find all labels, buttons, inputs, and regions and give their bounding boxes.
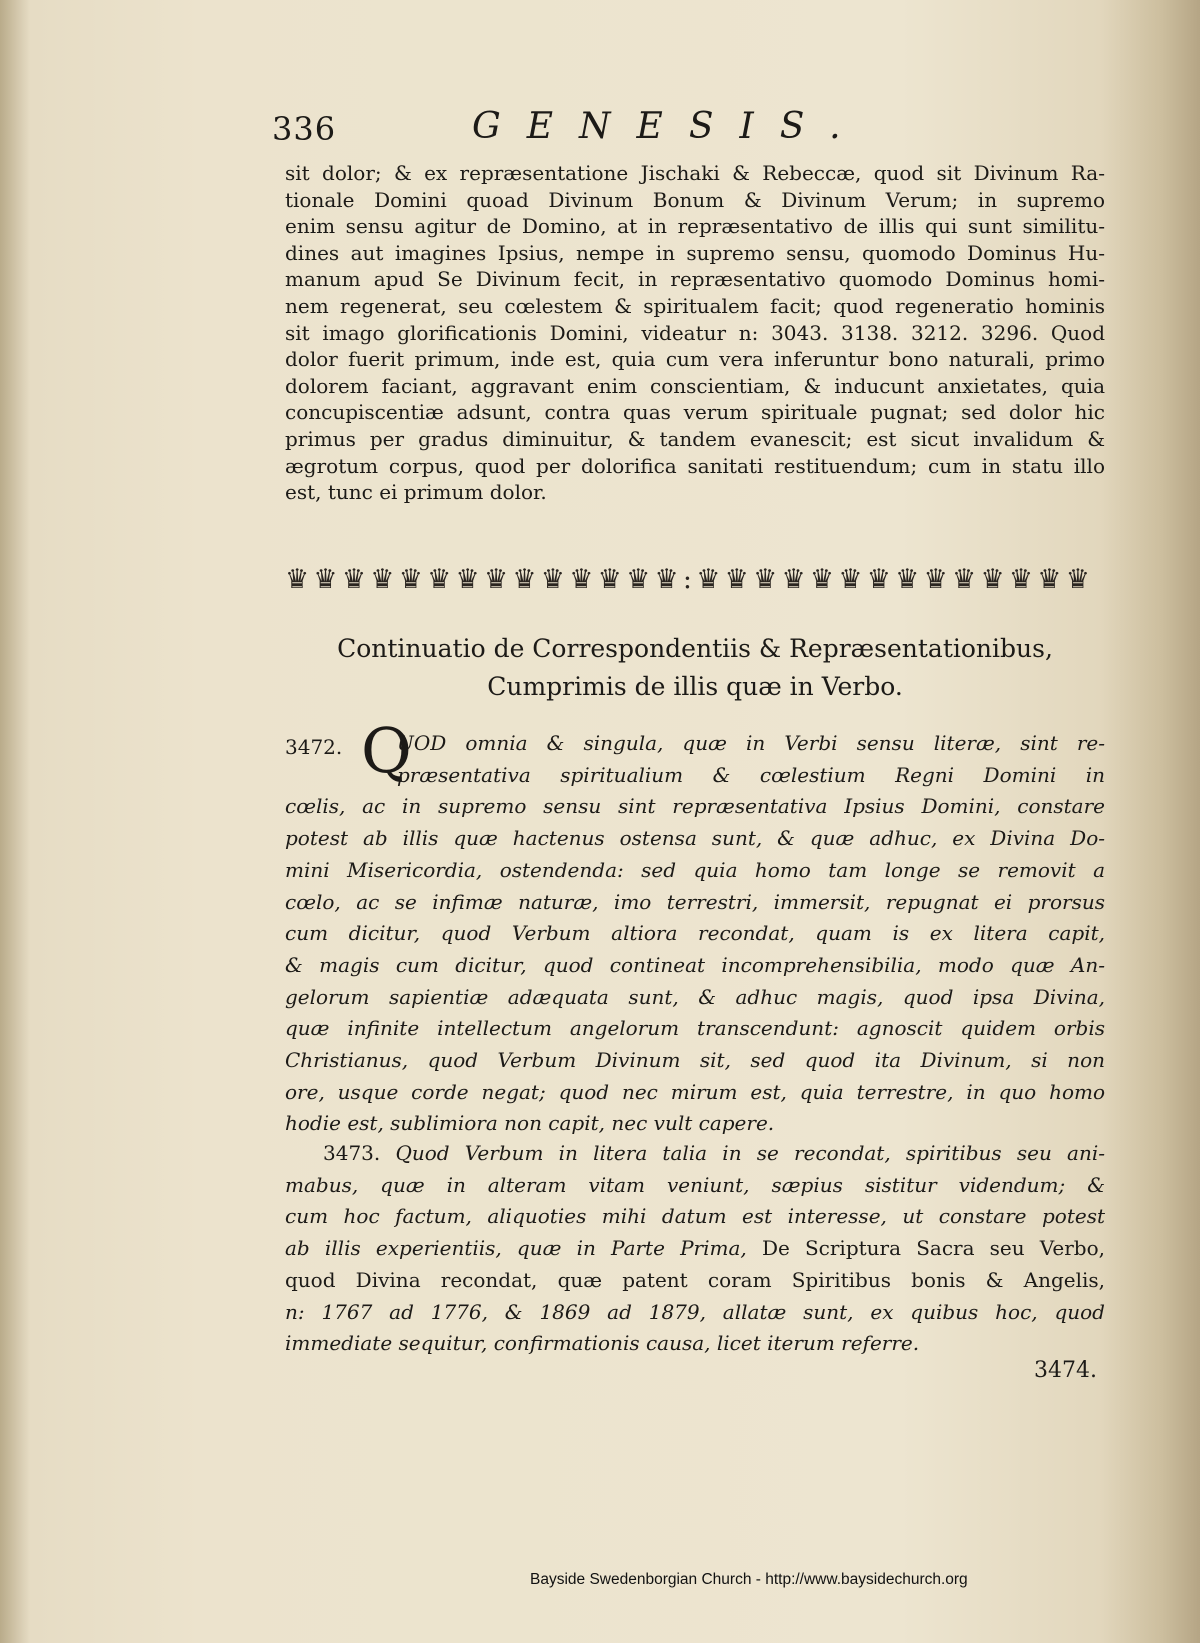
page-header bbox=[272, 106, 1112, 156]
text-line bbox=[285, 1233, 1105, 1265]
text-line: cœlis, ac in supremo sensu sint repræsentativa Ipsius Domini, constare bbox=[285, 794, 1105, 819]
text-line: UOD omnia & singula, quæ in Verbi sensu literæ, sint re- bbox=[397, 731, 1105, 755]
catchword: 3474. bbox=[1034, 1358, 1097, 1383]
top-paragraph bbox=[285, 160, 1105, 506]
section-heading bbox=[285, 630, 1105, 706]
text-span: Quod Verbum in litera talia in se recondat, spiritibus seu ani- bbox=[395, 1141, 1105, 1165]
text-line: quæ infinite intellectum angelorum transcendunt: agnoscit quidem orbis bbox=[285, 1016, 1105, 1041]
crown-icon: ♛ bbox=[866, 563, 891, 595]
crown-icon: ♛ bbox=[781, 563, 806, 595]
roman-text-span: De Scriptura Sacra seu Verbo, bbox=[761, 1236, 1105, 1261]
text-line: gelorum sapientiæ adæquata sunt, & adhuc magis, quod ipsa Divina, bbox=[285, 984, 1105, 1009]
text-line: enim sensu agitur de Domino, at in repræsentativo de illis qui sunt similitu- bbox=[285, 214, 1105, 239]
text-line: ægrotum corpus, quod per dolorifica sanitati restituendum; cum in statu illo bbox=[285, 453, 1105, 478]
text-span: ab illis experientiis, quæ in Parte Prima, bbox=[285, 1236, 747, 1261]
crown-icon: ♛ bbox=[696, 563, 721, 595]
crown-icon: ♛ bbox=[626, 563, 651, 595]
crown-icon: ♛ bbox=[512, 563, 537, 595]
text-line: n: 1767 ad 1776, & 1869 ad 1879, allatæ sunt, ex quibus hoc, quod bbox=[285, 1299, 1105, 1324]
section-heading-line-1: Continuatio de Correspondentiis & Repræsentationibus, bbox=[337, 634, 1053, 663]
crown-icon: ♛ bbox=[838, 563, 863, 595]
text-line: cum dicitur, quod Verbum altiora recondat, quam is ex litera capit, bbox=[285, 921, 1105, 946]
section-heading-line-2: Cumprimis de illis quæ in Verbo. bbox=[487, 672, 903, 701]
text-line: concupiscentiæ adsunt, contra quas verum spirituale pugnat; sed dolor hic bbox=[285, 400, 1105, 425]
crown-ornament-band bbox=[285, 562, 1090, 596]
text-line: mini Misericordia, ostendenda: sed quia homo tam longe se removit a bbox=[285, 857, 1105, 882]
paragraph-number: 3472. bbox=[285, 735, 343, 759]
text-line: sit dolor; & ex repræsentatione Jischaki & Rebeccæ, quod sit Divinum Ra- bbox=[285, 161, 1105, 185]
crown-icon: ♛ bbox=[952, 563, 977, 595]
drop-cap-initial: Q bbox=[361, 714, 412, 787]
crown-icon: ♛ bbox=[724, 563, 749, 595]
text-line: Christianus, quod Verbum Divinum sit, sed quod ita Divinum, si non bbox=[285, 1048, 1105, 1073]
crown-icon: ♛ bbox=[483, 563, 509, 595]
crown-icon: ♛ bbox=[654, 563, 679, 595]
crown-icon: ♛ bbox=[455, 563, 480, 595]
text-line: cum hoc factum, aliquoties mihi datum est interesse, ut constare potest bbox=[285, 1204, 1105, 1229]
text-line: potest ab illis quæ hactenus ostensa sunt, & quæ adhuc, ex Divina Do- bbox=[285, 826, 1105, 851]
text-line: cœlo, ac se infimæ naturæ, imo terrestri, immersit, repugnat ei prorsus bbox=[285, 889, 1105, 914]
paragraph-3472 bbox=[285, 714, 1105, 1140]
crown-icon: ♛ bbox=[1008, 563, 1034, 595]
text-line: mabus, quæ in alteram vitam veniunt, sæpius sistitur videndum; & bbox=[285, 1172, 1105, 1197]
text-line: ore, usque corde negat; quod nec mirum est, quia terrestre, in quo homo bbox=[285, 1079, 1105, 1104]
crown-icon: ♛ bbox=[753, 563, 778, 595]
crown-icon: ♛ bbox=[427, 563, 452, 595]
text-line: dines aut imagines Ipsius, nempe in supremo sensu, quomodo Dominus Hu- bbox=[285, 240, 1105, 265]
crown-icon: ♛ bbox=[1065, 563, 1090, 595]
crown-icon: ♛ bbox=[341, 563, 367, 595]
text-line: præsentativa spiritualium & cœlestium Regni Domini in bbox=[397, 762, 1105, 787]
crown-icon: ♛ bbox=[398, 563, 423, 595]
crown-icon: ♛ bbox=[980, 563, 1005, 595]
crown-icon: ♛ bbox=[923, 563, 948, 595]
text-line: immediate sequitur, confirmationis causa, licet iterum referre. bbox=[285, 1331, 920, 1356]
paragraph-number: 3473. bbox=[323, 1141, 381, 1165]
crown-icon: ♛ bbox=[569, 563, 594, 595]
text-line: nem regenerat, seu cœlestem & spiritualem facit; quod regeneratio hominis bbox=[285, 293, 1105, 318]
text-line: est, tunc ei primum dolor. bbox=[285, 480, 547, 505]
text-line: sit imago glorificationis Domini, videatur n: 3043. 3138. 3212. 3296. Quod bbox=[285, 320, 1105, 345]
crown-icon: ♛ bbox=[313, 563, 338, 595]
text-line: tionale Domini quoad Divinum Bonum & Divinum Verum; in supremo bbox=[285, 187, 1105, 212]
text-line: manum apud Se Divinum fecit, in repræsentativo quomodo Dominus homi- bbox=[285, 267, 1105, 292]
crown-icon: ♛ bbox=[895, 563, 920, 595]
crown-icon: ♛ bbox=[285, 563, 310, 595]
text-line: primus per gradus diminuitur, & tandem evanescit; est sicut invalidum & bbox=[285, 426, 1105, 451]
paragraph-3473 bbox=[285, 1138, 1105, 1360]
crown-icon: ♛ bbox=[597, 563, 622, 595]
text-line: & magis cum dicitur, quod contineat incomprehensibilia, modo quæ An- bbox=[285, 952, 1105, 977]
text-line: quod Divina recondat, quæ patent coram Spiritibus bonis & Angelis, bbox=[285, 1267, 1105, 1292]
footer-attribution: Bayside Swedenborgian Church - http://www.baysidechurch.org bbox=[530, 1571, 968, 1588]
crown-icon: ♛ bbox=[1037, 563, 1062, 595]
crown-icon: ♛ bbox=[809, 563, 835, 595]
text-line: dolorem faciant, aggravant enim conscientiam, & inducunt anxietates, quia bbox=[285, 373, 1105, 398]
text-line bbox=[285, 1138, 1105, 1170]
running-title: GENESIS. bbox=[472, 106, 867, 147]
text-line: dolor fuerit primum, inde est, quia cum vera inferuntur bono naturali, primo bbox=[285, 347, 1105, 372]
crown-icon: ♛ bbox=[540, 563, 566, 595]
crown-icon: ♛ bbox=[370, 563, 395, 595]
text-line: hodie est, sublimiora non capit, nec vult capere. bbox=[285, 1111, 775, 1136]
ornament-divider: : bbox=[682, 563, 693, 595]
page-number: 336 bbox=[272, 110, 337, 148]
